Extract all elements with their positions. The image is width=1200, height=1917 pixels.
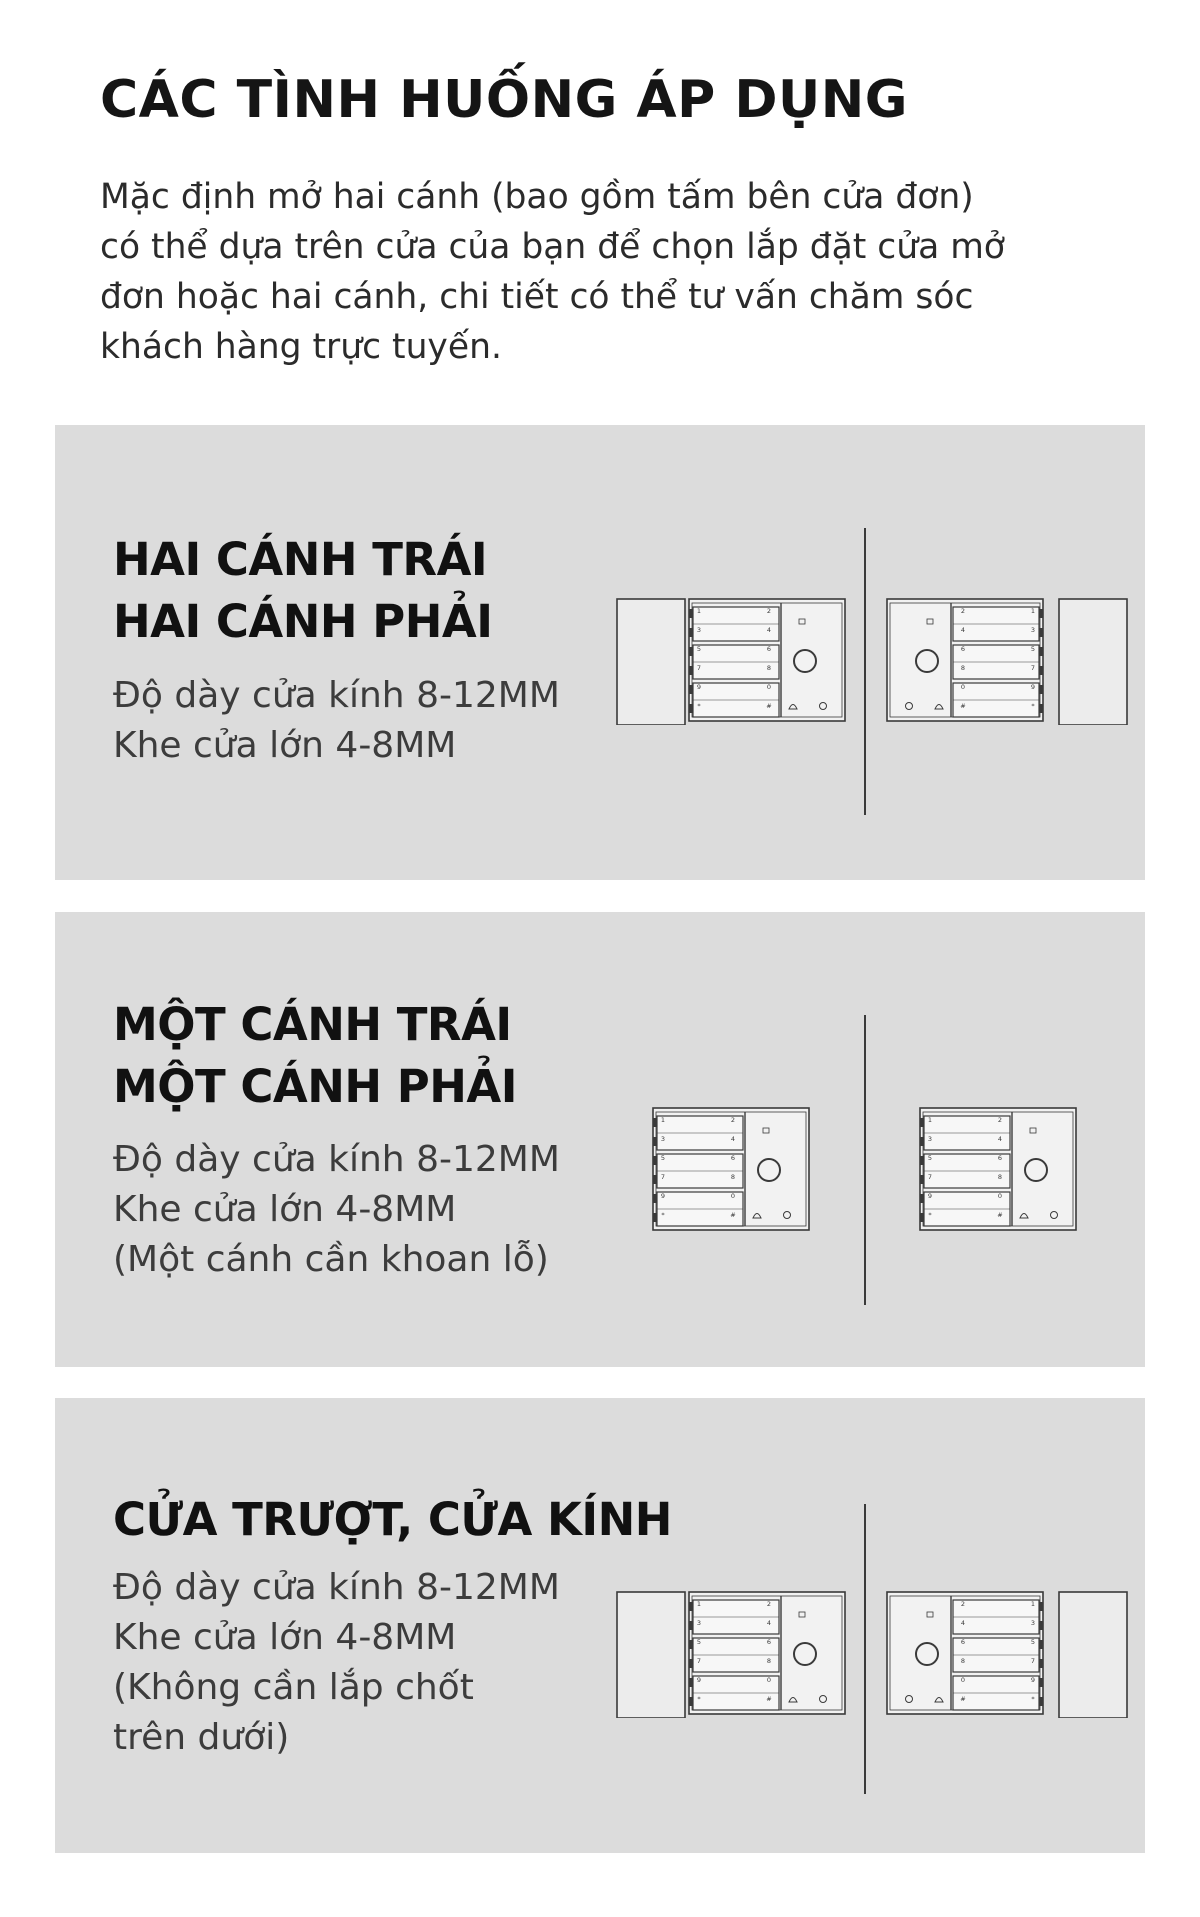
scenario-title bbox=[113, 529, 492, 653]
keypad-digit: 5 bbox=[927, 1154, 933, 1162]
hinge-mark bbox=[920, 1213, 924, 1222]
hinge-mark bbox=[1039, 628, 1043, 637]
hinge-mark bbox=[689, 1659, 693, 1668]
keypad-digit: 2 bbox=[766, 607, 772, 615]
keypad-digit: * bbox=[697, 702, 701, 710]
keypad-digit: * bbox=[661, 1211, 665, 1219]
double-door-lock-right-icon bbox=[885, 595, 1130, 730]
spec-line: Độ dày cửa kính 8-12MM bbox=[113, 675, 560, 716]
keypad-digit: 3 bbox=[1030, 626, 1036, 634]
keypad-digit: 1 bbox=[1030, 1600, 1036, 1608]
keypad-digit: 3 bbox=[1030, 1619, 1036, 1627]
hinge-mark bbox=[689, 1621, 693, 1630]
keypad-digit: 6 bbox=[960, 645, 966, 653]
keypad-digit: # bbox=[730, 1211, 736, 1219]
scenario-specs bbox=[113, 1563, 560, 1763]
keypad-digit: 2 bbox=[960, 1600, 966, 1608]
page-title: CÁC TÌNH HUỐNG ÁP DỤNG bbox=[100, 70, 908, 130]
keypad-digit: * bbox=[1031, 1695, 1035, 1703]
keypad-digit: 8 bbox=[766, 1657, 772, 1665]
scenario-title-line: MỘT CÁNH TRÁI bbox=[113, 998, 512, 1051]
keypad-digit: 7 bbox=[927, 1173, 933, 1181]
glass-door-panel bbox=[617, 599, 685, 725]
keypad-digit: # bbox=[960, 1695, 966, 1703]
scenario-title bbox=[113, 994, 517, 1118]
keypad-digit: * bbox=[1031, 702, 1035, 710]
hinge-mark bbox=[1039, 1697, 1043, 1706]
single-door-lock-right-icon bbox=[918, 1106, 1078, 1237]
hinge-mark bbox=[689, 1602, 693, 1611]
keypad-digit: 9 bbox=[696, 683, 702, 691]
keypad-digit: 1 bbox=[696, 607, 702, 615]
keypad-digit: 3 bbox=[927, 1135, 933, 1143]
keypad-digit: 0 bbox=[960, 1676, 966, 1684]
hinge-mark bbox=[920, 1175, 924, 1184]
keypad-digit: 5 bbox=[660, 1154, 666, 1162]
double-door-lock-left-icon bbox=[615, 595, 860, 730]
keypad-digit: 6 bbox=[766, 1638, 772, 1646]
glass-door-panel bbox=[617, 1592, 685, 1718]
hinge-mark bbox=[689, 628, 693, 637]
keypad-digit: 6 bbox=[960, 1638, 966, 1646]
keypad-digit: # bbox=[997, 1211, 1003, 1219]
keypad-digit: 8 bbox=[730, 1173, 736, 1181]
drawing-divider bbox=[864, 1015, 866, 1305]
keypad-digit: 2 bbox=[960, 607, 966, 615]
hinge-mark bbox=[920, 1118, 924, 1127]
scenario-specs bbox=[113, 671, 560, 771]
keypad-digit: 2 bbox=[997, 1116, 1003, 1124]
scenario-title-line: CỬA TRƯỢT, CỬA KÍNH bbox=[113, 1493, 672, 1546]
scenario-title-line: HAI CÁNH PHẢI bbox=[113, 595, 493, 648]
keypad-digit: 8 bbox=[960, 664, 966, 672]
keypad-digit: 6 bbox=[730, 1154, 736, 1162]
keypad-digit: 1 bbox=[660, 1116, 666, 1124]
keypad-digit: 0 bbox=[997, 1192, 1003, 1200]
scenario-title-line: HAI CÁNH TRÁI bbox=[113, 533, 488, 586]
keypad-digit: 7 bbox=[1030, 664, 1036, 672]
hinge-mark bbox=[1039, 1602, 1043, 1611]
hinge-mark bbox=[920, 1137, 924, 1146]
hinge-mark bbox=[920, 1194, 924, 1203]
intro-line: khách hàng trực tuyến. bbox=[100, 327, 502, 367]
keypad-digit: 5 bbox=[696, 1638, 702, 1646]
keypad-digit: 0 bbox=[730, 1192, 736, 1200]
keypad-digit: 9 bbox=[1030, 1676, 1036, 1684]
intro-paragraph bbox=[100, 172, 1110, 372]
hinge-mark bbox=[689, 1697, 693, 1706]
hinge-mark bbox=[1039, 1640, 1043, 1649]
keypad-digit: 4 bbox=[960, 1619, 966, 1627]
hinge-mark bbox=[653, 1213, 657, 1222]
keypad-digit: 6 bbox=[766, 645, 772, 653]
keypad-digit: 3 bbox=[660, 1135, 666, 1143]
scenario-panel-double-door bbox=[55, 425, 1145, 880]
hinge-mark bbox=[689, 1640, 693, 1649]
single-door-lock-left-icon bbox=[651, 1106, 811, 1237]
hinge-mark bbox=[653, 1137, 657, 1146]
spec-line: Khe cửa lớn 4-8MM bbox=[113, 725, 457, 766]
hinge-mark bbox=[1039, 685, 1043, 694]
keypad-digit: 8 bbox=[960, 1657, 966, 1665]
keypad-digit: 4 bbox=[766, 626, 772, 634]
hinge-mark bbox=[1039, 647, 1043, 656]
keypad-digit: 9 bbox=[660, 1192, 666, 1200]
scenario-title-line: MỘT CÁNH PHẢI bbox=[113, 1060, 517, 1113]
hinge-mark bbox=[689, 1678, 693, 1687]
keypad-digit: 4 bbox=[960, 626, 966, 634]
keypad-digit: 1 bbox=[1030, 607, 1036, 615]
hinge-mark bbox=[689, 647, 693, 656]
hinge-mark bbox=[689, 666, 693, 675]
spec-line: (Không cần lắp chốt bbox=[113, 1667, 474, 1708]
keypad-digit: 3 bbox=[696, 626, 702, 634]
hinge-mark bbox=[1039, 1621, 1043, 1630]
hinge-mark bbox=[1039, 704, 1043, 713]
keypad-digit: 8 bbox=[997, 1173, 1003, 1181]
scenario-panel-sliding-door bbox=[55, 1398, 1145, 1853]
scenario-title bbox=[113, 1489, 672, 1551]
spec-line: (Một cánh cần khoan lỗ) bbox=[113, 1239, 549, 1280]
intro-line: Mặc định mở hai cánh (bao gồm tấm bên cửa đơn) bbox=[100, 177, 974, 217]
keypad-digit: 5 bbox=[1030, 1638, 1036, 1646]
keypad-digit: 0 bbox=[766, 1676, 772, 1684]
keypad-digit: 8 bbox=[766, 664, 772, 672]
glass-door-panel bbox=[1059, 599, 1127, 725]
keypad-digit: 0 bbox=[766, 683, 772, 691]
keypad-digit: 9 bbox=[696, 1676, 702, 1684]
keypad-digit: 6 bbox=[997, 1154, 1003, 1162]
keypad-digit: 4 bbox=[730, 1135, 736, 1143]
keypad-digit: # bbox=[766, 702, 772, 710]
hinge-mark bbox=[1039, 1659, 1043, 1668]
spec-line: Độ dày cửa kính 8-12MM bbox=[113, 1567, 560, 1608]
hinge-mark bbox=[653, 1194, 657, 1203]
keypad-digit: 1 bbox=[696, 1600, 702, 1608]
spec-line: trên dưới) bbox=[113, 1717, 290, 1758]
drawing-divider bbox=[864, 528, 866, 815]
spec-line: Khe cửa lớn 4-8MM bbox=[113, 1189, 457, 1230]
keypad-digit: 4 bbox=[766, 1619, 772, 1627]
hinge-mark bbox=[689, 609, 693, 618]
keypad-digit: 9 bbox=[1030, 683, 1036, 691]
hinge-mark bbox=[653, 1156, 657, 1165]
scenario-specs bbox=[113, 1135, 560, 1285]
keypad-digit: 7 bbox=[696, 664, 702, 672]
hinge-mark bbox=[653, 1118, 657, 1127]
spec-line: Độ dày cửa kính 8-12MM bbox=[113, 1139, 560, 1180]
keypad-digit: 5 bbox=[1030, 645, 1036, 653]
keypad-digit: 4 bbox=[997, 1135, 1003, 1143]
hinge-mark bbox=[1039, 666, 1043, 675]
hinge-mark bbox=[653, 1175, 657, 1184]
spec-line: Khe cửa lớn 4-8MM bbox=[113, 1617, 457, 1658]
drawing-divider bbox=[864, 1504, 866, 1794]
scenario-panel-single-door bbox=[55, 912, 1145, 1367]
sliding-door-lock-left-icon bbox=[615, 1588, 860, 1723]
hinge-mark bbox=[689, 704, 693, 713]
keypad-digit: # bbox=[766, 1695, 772, 1703]
keypad-digit: 0 bbox=[960, 683, 966, 691]
keypad-digit: * bbox=[928, 1211, 932, 1219]
keypad-digit: 5 bbox=[696, 645, 702, 653]
keypad-digit: 2 bbox=[730, 1116, 736, 1124]
keypad-digit: 7 bbox=[660, 1173, 666, 1181]
keypad-digit: * bbox=[697, 1695, 701, 1703]
keypad-digit: 1 bbox=[927, 1116, 933, 1124]
hinge-mark bbox=[1039, 1678, 1043, 1687]
keypad-digit: 3 bbox=[696, 1619, 702, 1627]
keypad-digit: 9 bbox=[927, 1192, 933, 1200]
keypad-digit: # bbox=[960, 702, 966, 710]
hinge-mark bbox=[920, 1156, 924, 1165]
keypad-digit: 2 bbox=[766, 1600, 772, 1608]
keypad-digit: 7 bbox=[1030, 1657, 1036, 1665]
sliding-door-lock-right-icon bbox=[885, 1588, 1130, 1723]
intro-line: đơn hoặc hai cánh, chi tiết có thể tư vấn chăm sóc bbox=[100, 277, 974, 317]
hinge-mark bbox=[689, 685, 693, 694]
intro-line: có thể dựa trên cửa của bạn để chọn lắp đặt cửa mở bbox=[100, 227, 1005, 267]
hinge-mark bbox=[1039, 609, 1043, 618]
keypad-digit: 7 bbox=[696, 1657, 702, 1665]
glass-door-panel bbox=[1059, 1592, 1127, 1718]
